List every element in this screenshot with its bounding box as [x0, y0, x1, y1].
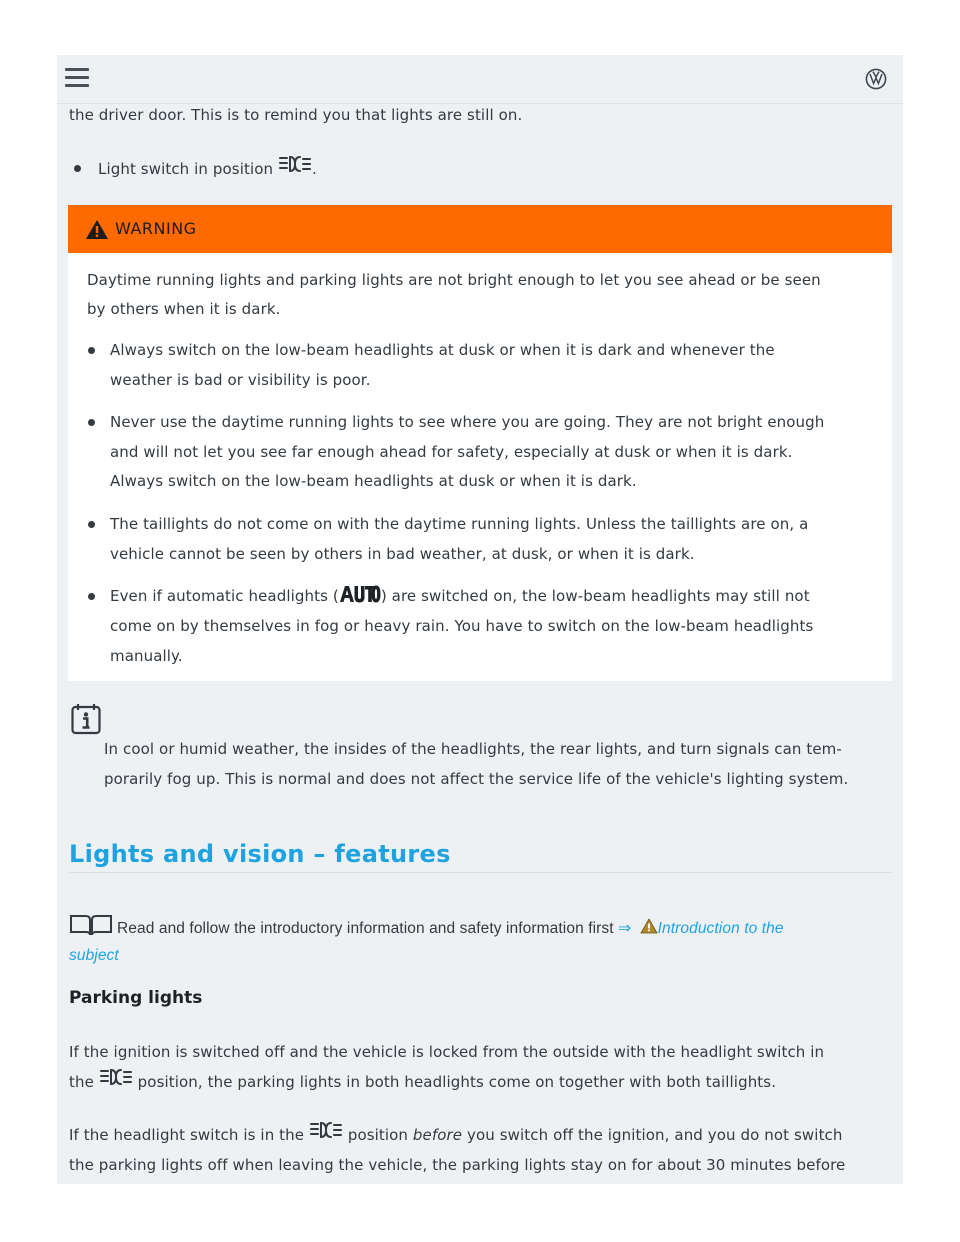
- parking-p1-line-2: [69, 1067, 776, 1097]
- bullet-dot: [88, 521, 95, 528]
- bullet-light-switch: [98, 154, 317, 184]
- warning-intro-line-1: Daytime running lights and parking lights are not bright enough to let you see ahead or be seen: [87, 271, 821, 289]
- auto-headlight-icon: [339, 585, 381, 603]
- bullet-4-text-end: ) are switched on, the low-beam headlights may still not: [380, 587, 810, 605]
- bullet-dot: [88, 347, 95, 354]
- warning-bullet-4-line-2: come on by themselves in fog or heavy rain. You have to switch on the low-beam headlights: [110, 617, 814, 635]
- warning-header: [68, 205, 892, 253]
- p2-emphasis: before: [412, 1126, 463, 1144]
- bullet-dot: [88, 419, 95, 426]
- warning-bullet-3-line-1: The taillights do not come on with the daytime running lights. Unless the taillights are on, a: [110, 515, 809, 533]
- bullet-text-end: .: [311, 160, 317, 178]
- warning-intro-line-2: by others when it is dark.: [87, 300, 281, 318]
- parking-p2-line-2: the parking lights off when leaving the vehicle, the parking lights stay on for about 30 minutes before: [69, 1156, 846, 1174]
- p2-text-start: If the headlight switch is in the: [69, 1126, 309, 1144]
- bullet-dot: [88, 593, 95, 600]
- bullet-dot: [74, 165, 81, 172]
- section-divider: [69, 872, 892, 873]
- arrow-icon: ⇒: [618, 920, 632, 937]
- section-heading: Lights and vision – features: [69, 840, 451, 868]
- warning-bullet-2-line-2: and will not let you see far enough ahead for safety, especially at dusk or when it is dark.: [110, 443, 793, 461]
- parking-light-icon: [278, 154, 312, 174]
- intro-link-continued[interactable]: subject: [69, 947, 119, 964]
- book-icon: [69, 914, 113, 936]
- warning-bullet-3-line-2: vehicle cannot be seen by others in bad weather, at dusk, or when it is dark.: [110, 545, 695, 563]
- top-bar: [57, 55, 903, 104]
- warning-bullet-1-line-2: weather is bad or visibility is poor.: [110, 371, 371, 389]
- warning-bullet-2-line-1: Never use the daytime running lights to see where you are going. They are not bright enough: [110, 413, 825, 431]
- vw-logo-icon[interactable]: [865, 68, 887, 90]
- info-icon: [71, 703, 101, 735]
- note-line-2: porarily fog up. This is normal and does not affect the service life of the vehicle's lighting system.: [104, 770, 849, 788]
- warning-bullet-4-line-3: manually.: [110, 647, 183, 665]
- warning-bullet-4-line-1: [110, 581, 810, 611]
- read-first-text: Read and follow the introductory information and safety information first: [117, 920, 619, 937]
- p2-text-mid: position: [342, 1126, 413, 1144]
- intro-line: the driver door. This is to remind you that lights are still on.: [69, 106, 523, 124]
- parking-light-icon: [309, 1120, 343, 1140]
- warning-bullet-1-line-1: Always switch on the low-beam headlights at dusk or when it is dark and whenever the: [110, 341, 775, 359]
- intro-link[interactable]: Introduction to the: [657, 920, 784, 937]
- bullet-4-text-start: Even if automatic headlights (: [110, 587, 339, 605]
- hamburger-menu-icon[interactable]: [65, 68, 89, 88]
- parking-p2-line-1: [69, 1120, 843, 1150]
- read-first-line: [117, 914, 784, 944]
- document-content: [57, 104, 903, 1184]
- warning-body: [68, 253, 892, 681]
- parking-light-icon: [99, 1067, 133, 1087]
- warning-triangle-icon: [85, 219, 109, 240]
- note-line-1: In cool or humid weather, the insides of the headlights, the rear lights, and turn signals can tem-: [104, 740, 842, 758]
- warning-title: WARNING: [115, 219, 197, 238]
- warning-bullet-2-line-3: Always switch on the low-beam headlights at dusk or when it is dark.: [110, 472, 637, 490]
- p1-text-end: position, the parking lights in both headlights come on together with both taillights.: [132, 1073, 777, 1091]
- parking-lights-heading: Parking lights: [69, 988, 203, 1008]
- bullet-text: Light switch in position: [98, 160, 278, 178]
- warning-triangle-icon: [640, 918, 658, 934]
- p1-text-start: the: [69, 1073, 99, 1091]
- parking-p1-line-1: If the ignition is switched off and the vehicle is locked from the outside with the headlight switch in: [69, 1043, 825, 1061]
- p2-text-end: you switch off the ignition, and you do not switch: [462, 1126, 843, 1144]
